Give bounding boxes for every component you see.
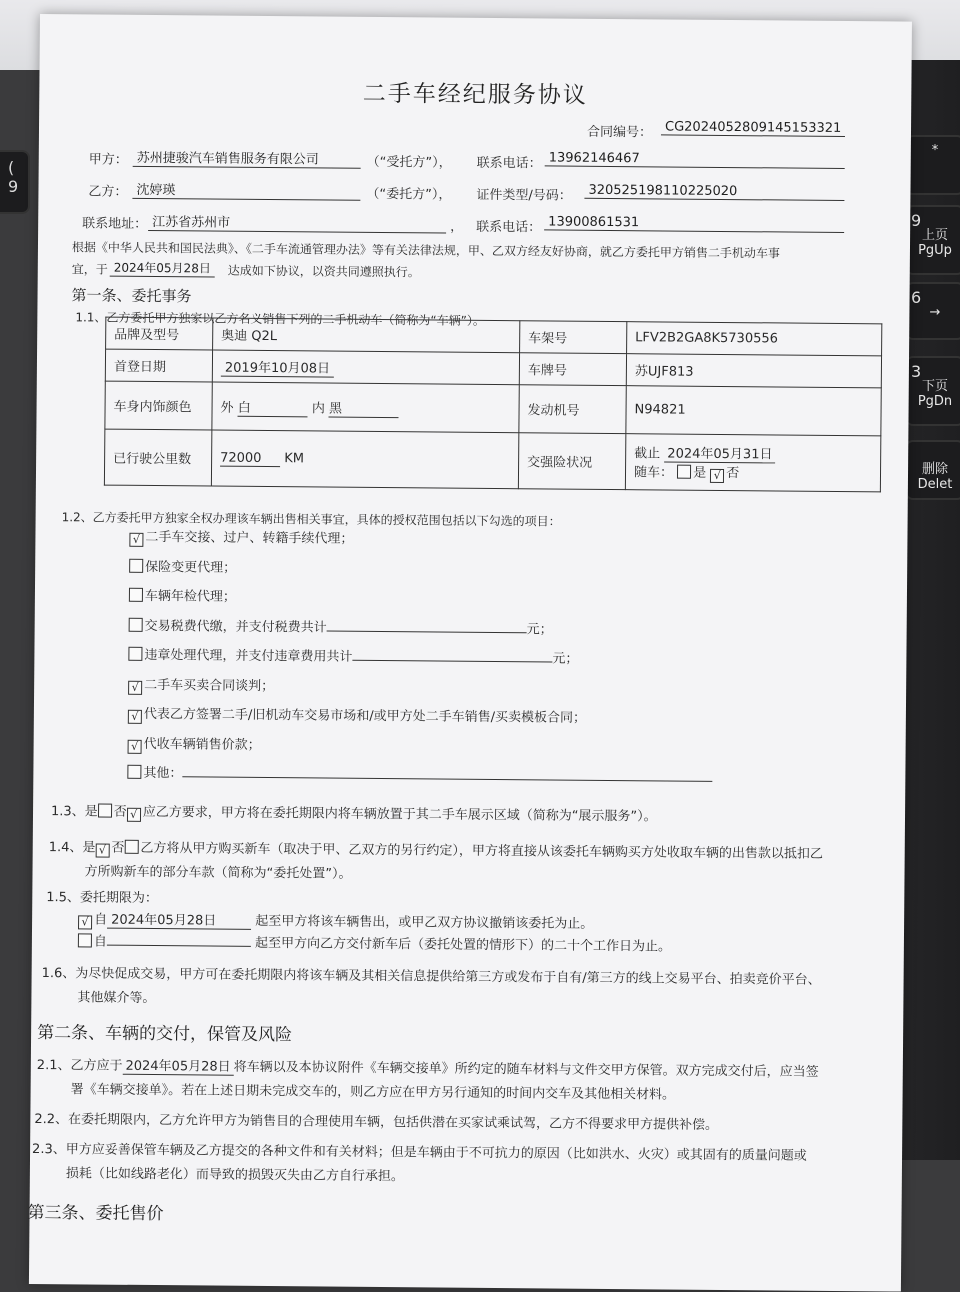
option-label: 二手车买卖合同谈判； bbox=[144, 677, 275, 694]
list-item bbox=[128, 641, 713, 676]
option-label: 保险变更代理； bbox=[145, 559, 237, 576]
option-label: 车辆年检代理； bbox=[144, 588, 236, 605]
page-title: 二手车经纪服务协议 bbox=[362, 80, 588, 109]
key-left-9 bbox=[0, 150, 30, 214]
violation-amount-blank[interactable] bbox=[352, 647, 552, 663]
clause-1-6-cont: 其他媒介等。 bbox=[77, 990, 156, 1007]
c13-yes-checkbox[interactable] bbox=[98, 804, 112, 818]
term-text: 起至甲方向乙方交付新车后（委托处置的情形下）的二十个工作日为止。 bbox=[254, 935, 672, 955]
arrow-right-icon: → bbox=[929, 305, 941, 320]
clause-2-3-cont: 损耗（比如线路老化）而导致的损毁灭失由乙方自行承担。 bbox=[65, 1166, 404, 1185]
inner-label: 内 bbox=[311, 400, 325, 417]
address-label: 联系地址： bbox=[82, 216, 148, 232]
clause-text: 否 bbox=[111, 840, 125, 856]
km-label: 已行驶公里数 bbox=[104, 429, 211, 486]
party-b-id: 320525198110225020 bbox=[584, 183, 844, 201]
key-delete bbox=[905, 440, 960, 500]
clause-2-2: 2.2、在委托期限内，乙方允许甲方为销售目的合理使用车辆，包括供潜在买家试乘试驾，乙方不得要求甲方提供补偿。 bbox=[34, 1111, 719, 1133]
clause-text: 乙方将从甲方购买新车（取决于甲、乙双方的另行约定），甲方将直接从该委托车辆购买方处收取车辆的出售款以抵扣乙 bbox=[140, 840, 823, 862]
clause-1-5: 1.5、委托期限为： bbox=[46, 890, 159, 907]
term-option-1 bbox=[78, 908, 593, 933]
clause-1-2: 1.2、乙方委托甲方独家全权办理该车辆出售相关事宜，具体的授权范围包括以下勾选的项目： bbox=[61, 510, 561, 529]
outer-label: 外 bbox=[220, 400, 234, 416]
party-a-phone: 13962146467 bbox=[545, 150, 845, 169]
option-suffix: 元； bbox=[526, 621, 553, 637]
authorization-options bbox=[127, 523, 714, 794]
party-b-phone: 13900861531 bbox=[544, 214, 844, 233]
ins-until-label: 截止 bbox=[634, 445, 661, 461]
option-suffix: 元； bbox=[552, 651, 579, 667]
clause-1-1: 1.1、乙方委托甲方独家以乙方名义销售下列的二手机动车（简称为“车辆”）。 bbox=[75, 310, 485, 328]
option-checkbox[interactable]: √ bbox=[128, 680, 142, 694]
id-label: 证件类型/号码： bbox=[476, 187, 572, 204]
party-a-label: 甲方： bbox=[88, 152, 128, 168]
section-2-title: 第二条、车辆的交付，保管及风险 bbox=[37, 1023, 293, 1046]
vin-label: 车架号 bbox=[520, 321, 627, 354]
option-label: 违章处理代理，并支付违章费用共计 bbox=[144, 647, 353, 665]
clause-text: 2.1、乙方应于 bbox=[36, 1058, 123, 1074]
outer-color: 白 bbox=[238, 396, 308, 417]
option-checkbox[interactable] bbox=[129, 588, 143, 602]
clause-2-1-cont: 署《车辆交接单》。若在上述日期未完成交车的，则乙方应在甲方另行通知的时间内交车及其他相关材料。 bbox=[70, 1082, 676, 1103]
km-cell bbox=[211, 430, 518, 489]
option-checkbox[interactable]: √ bbox=[129, 533, 143, 547]
table-row bbox=[105, 381, 881, 436]
clause-text: 应乙方要求，甲方将在委托期限内将车辆放置于其二手车展示区域（简称为“展示服务”）。 bbox=[142, 804, 657, 825]
option-label: 代收车辆销售价款； bbox=[143, 736, 261, 753]
party-a-name: 苏州捷骏汽车销售服务有限公司 bbox=[133, 147, 361, 169]
key-label: 9 bbox=[8, 177, 19, 196]
list-item bbox=[127, 759, 712, 794]
term-1-checkbox[interactable]: √ bbox=[78, 915, 92, 929]
yes-label: 是 bbox=[693, 465, 707, 481]
address: 江苏省苏州市 bbox=[148, 211, 446, 234]
key-label: 上页 bbox=[921, 228, 948, 243]
option-checkbox[interactable]: √ bbox=[128, 710, 142, 724]
insurance-label: 交强险状况 bbox=[518, 433, 625, 490]
term-text: 自 bbox=[94, 912, 108, 928]
clause-1-4 bbox=[49, 836, 823, 864]
list-item bbox=[129, 523, 714, 558]
insurance-cell bbox=[625, 434, 880, 492]
option-label: 代表乙方签署二手/旧机动车交易市场和/或甲方处二手车销售/买卖模板合同； bbox=[143, 706, 587, 726]
delivery-date: 2024年05月28日 bbox=[122, 1059, 233, 1076]
other-blank[interactable] bbox=[182, 763, 712, 782]
color-cell bbox=[212, 382, 519, 433]
contract-page: 二手车经纪服务协议 合同编号： CG2024052809145153321 甲方： 苏州捷骏汽车销售服务有限公司 （“受托方”）， 联系电话： 13962146467 乙方： 沈婷瑛 （“委托方”）， 证件类型/号码： 320525198110225020 联系地址： 江苏省苏州市 ， 联系电话： 13900861531 根据《中华人民共和国民法典》、《二手车流通管理办法》等有关法律法规，甲、乙双方经友好协商，就乙方委托甲方销售二手机动车事 宜，于 2024年05月28日 达成如下协议，以资共同遵照执行。 第一条、委托事务 1.1、乙方委托甲方独家以乙方名义销售下列的二手机动车（简称为“车辆”）。 品牌及型号 奥迪 Q2L 车架号 LFV2B2GA8K5730556 首登日期 2019年10月08日 车牌号 苏UJF813 车身内饰颜色 外 白 内 黑 发动机号 N94821 已行驶公里数 72000 KM 交强险状况 截止 2024年05月31日 随车： 是 √ 否 1.2、乙方委托甲方独家全权办理该车辆出售相关事宜，具体的授权范围包括以下勾选的项目： √ 二手车交接、过户、转籍手续代理； 保险变更代理； 车辆年检代理； 交易税费代缴，并支付税费共计 元； 违章处理代理，并支付违章费用共计 元； √ 二手车买卖合同谈判； √ 代表乙方签署二手/旧机动车交易市场和/或甲方处二手车销售/买卖模板合同； √ 代收车辆销售价款； 其他： 1.3、是 否 √ 应乙方要求，甲方将在委托期限内将车辆放置于其二手车展示区域（简称为“展示服务”）。 1.4、是 √ 否 乙方将从甲方购买新车（取决于甲、乙双方的另行约定），甲方将直接从该委托车辆购买方处收取车辆的出售款以抵扣乙 方所购新车的部分车款（简称为“委托处置”）。 1.5、委托期限为： √ 自 2024年05月28日 起至甲方将该车辆售出，或甲乙双方协议撤销该委托为止。 自 起至甲方向乙方交付新车后（委托处置的情形下）的二十个工作日为止。 1.6、为尽快促成交易，甲方可在委托期限内将该车辆及其相关信息提供给第三方或发布于自有/第三方的线上交易平台、拍卖竞价平台、 其他媒介等。 第二条、车辆的交付，保管及风险 2.1、乙方应于 2024年05月28日 将车辆以及本协议附件《车辆交接单》所约定的随车材料与文件交甲方保管。双方完成交付后，应当签 署《车辆交接单》。若在上述日期未完成交车的，则乙方应在甲方另行通知的时间内交车及其他相关材料。 2.2、在委托期限内，乙方允许甲方为销售目的合理使用车辆，包括供潜在买家试乘试驾，乙方不得要求甲方提供补偿。 2.3、甲方应妥善保管车辆及乙方提交的各种文件和有关材料；但是车辆由于不可抗力的原因（比如洪水、火灾）或其固有的质量问题或 损耗（比如线路老化）而导致的损毁灭失由乙方自行承担。 第三条、委托售价 bbox=[29, 14, 912, 1292]
brand-label: 品牌及型号 bbox=[106, 317, 213, 350]
engine-value: N94821 bbox=[626, 386, 881, 436]
option-checkbox[interactable]: √ bbox=[128, 739, 142, 753]
option-label: 二手车交接、过户、转籍手续代理； bbox=[145, 529, 354, 547]
reg-cell bbox=[212, 350, 519, 385]
key-label: PgDn bbox=[917, 394, 953, 409]
term-2-date-blank[interactable] bbox=[107, 932, 251, 947]
section-3-title: 第三条、委托售价 bbox=[27, 1202, 164, 1225]
c14-yes-checkbox[interactable]: √ bbox=[95, 844, 109, 858]
contract-no: CG2024052809145153321 bbox=[661, 119, 845, 137]
key-right bbox=[905, 282, 960, 340]
engine-label: 发动机号 bbox=[519, 385, 626, 434]
clause-text: 否 bbox=[113, 804, 127, 820]
key-label: 3 bbox=[911, 362, 922, 381]
list-item bbox=[129, 582, 714, 617]
with-car-label: 随车： bbox=[633, 464, 674, 481]
no-checkbox[interactable]: √ bbox=[710, 468, 724, 482]
plate-value: 苏UJF813 bbox=[626, 354, 881, 388]
term-option-2 bbox=[78, 930, 671, 954]
color-label: 车身内饰颜色 bbox=[105, 381, 212, 430]
key-pgdn bbox=[905, 356, 960, 426]
clause-1-3 bbox=[51, 800, 657, 826]
option-checkbox[interactable] bbox=[127, 765, 141, 779]
key-pgup bbox=[905, 205, 960, 275]
table-row bbox=[104, 429, 880, 492]
clause-1-4-cont: 方所购新车的部分车款（简称为“委托处置”）。 bbox=[84, 864, 352, 882]
km-value: 72000 bbox=[220, 450, 280, 467]
key-asterisk bbox=[905, 135, 960, 195]
intro-line-2a: 宜，于 bbox=[71, 262, 108, 277]
reg-value: 2019年10月08日 bbox=[221, 361, 334, 378]
km-unit: KM bbox=[284, 450, 305, 466]
key-label: ( bbox=[8, 158, 15, 177]
inner-color: 黑 bbox=[329, 397, 399, 418]
key-label: PgUp bbox=[918, 243, 952, 258]
truster-label: （“委托方”）， bbox=[366, 186, 452, 203]
intro-line-2b: 达成如下协议，以资共同遵照执行。 bbox=[227, 263, 420, 280]
option-label: 交易税费代缴，并支付税费共计 bbox=[144, 618, 327, 636]
tax-amount-blank[interactable] bbox=[327, 617, 527, 633]
yes-checkbox[interactable] bbox=[677, 464, 691, 478]
term-text: 起至甲方将该车辆售出，或甲乙双方协议撤销该委托为止。 bbox=[255, 913, 594, 932]
option-checkbox[interactable] bbox=[129, 617, 143, 631]
clause-2-3: 2.3、甲方应妥善保管车辆及乙方提交的各种文件和有关材料；但是车辆由于不可抗力的原因（比如洪水、火灾）或其固有的质量问题或 bbox=[32, 1141, 807, 1164]
key-label: 下页 bbox=[921, 379, 948, 394]
option-checkbox[interactable] bbox=[128, 647, 142, 661]
key-label: Delet bbox=[917, 477, 953, 492]
clause-text: 1.3、是 bbox=[50, 804, 98, 820]
key-label: 删除 bbox=[921, 462, 948, 477]
section-1-title: 第一条、委托事务 bbox=[71, 286, 192, 306]
clause-1-6: 1.6、为尽快促成交易，甲方可在委托期限内将该车辆及其相关信息提供给第三方或发布于自有/第三方的线上交易平台、拍卖竞价平台、 bbox=[41, 966, 821, 988]
c13-no-checkbox[interactable]: √ bbox=[127, 808, 141, 822]
intro-date: 2024年05月28日 bbox=[110, 259, 215, 278]
key-label: * bbox=[931, 143, 939, 158]
contract-no-label: 合同编号： bbox=[586, 124, 653, 141]
key-label: 6 bbox=[911, 288, 922, 307]
intro-line-1: 根据《中华人民共和国民法典》、《二手车流通管理办法》等有关法律法规，甲、乙双方经友好协商，就乙方委托甲方销售二手机动车事 bbox=[71, 240, 781, 261]
clause-text: 将车辆以及本协议附件《车辆交接单》所约定的随车材料与文件交甲方保管。双方完成交付后，应当签 bbox=[233, 1059, 819, 1080]
list-item bbox=[128, 700, 713, 735]
phone-label-2: 联系电话： bbox=[476, 219, 542, 236]
phone-label: 联系电话： bbox=[476, 155, 542, 172]
plate-label: 车牌号 bbox=[519, 353, 626, 386]
key-label: 9 bbox=[911, 211, 922, 230]
reg-label: 首登日期 bbox=[105, 349, 212, 382]
ins-date: 2024年05月31日 bbox=[664, 446, 775, 463]
term-start-date: 2024年05月28日 bbox=[107, 909, 251, 930]
clause-2-1 bbox=[37, 1054, 819, 1080]
party-b-name: 沈婷瑛 bbox=[132, 179, 360, 201]
option-label: 其他： bbox=[143, 765, 183, 782]
option-checkbox[interactable] bbox=[129, 558, 143, 572]
c14-no-checkbox[interactable] bbox=[124, 840, 138, 854]
vin-value: LFV2B2GA8K5730556 bbox=[627, 322, 882, 356]
party-b-label: 乙方： bbox=[88, 184, 128, 200]
clause-text: 1.4、是 bbox=[48, 840, 96, 856]
no-label: 否 bbox=[726, 465, 740, 481]
trustee-label: （“受托方”）， bbox=[366, 154, 452, 171]
brand-value: 奥迪 Q2L bbox=[213, 318, 520, 353]
term-text: 自 bbox=[93, 934, 107, 950]
term-2-checkbox[interactable] bbox=[78, 933, 92, 947]
vehicle-table bbox=[104, 317, 882, 493]
